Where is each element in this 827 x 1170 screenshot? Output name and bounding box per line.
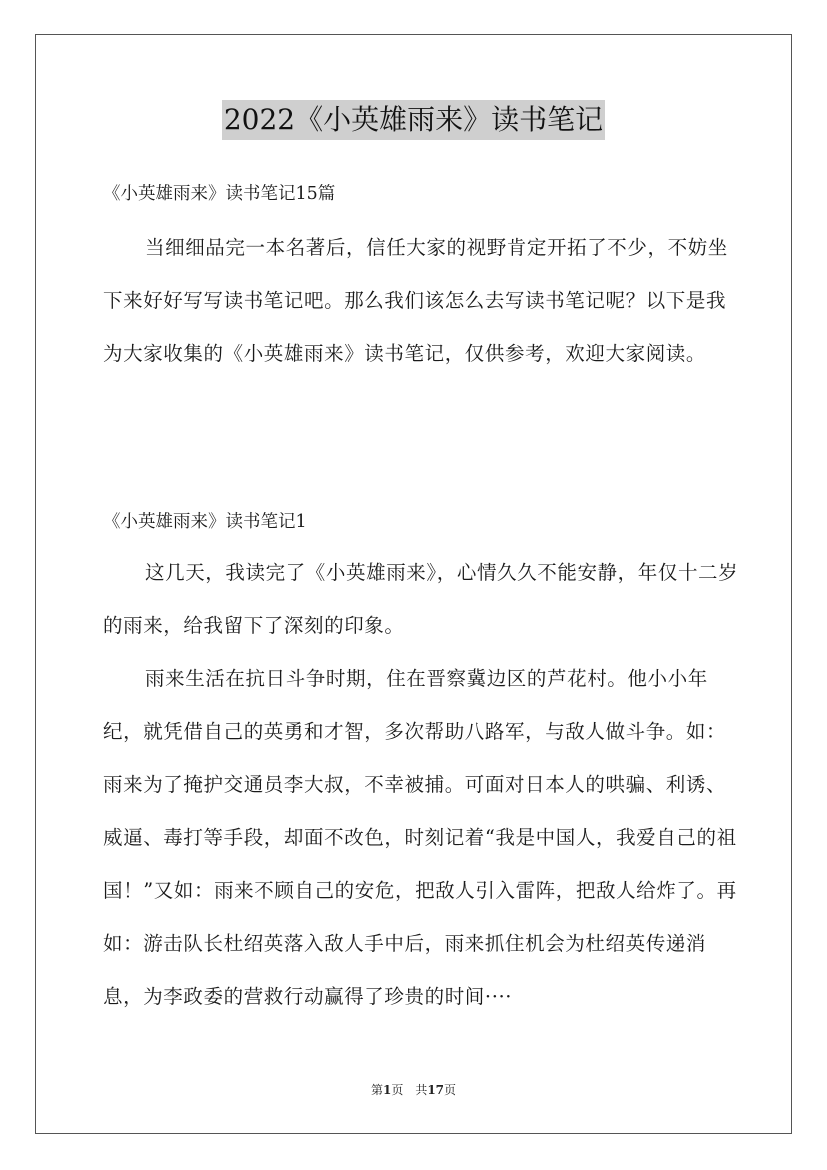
document-title: 2022《小英雄雨来》读书笔记 [222, 100, 605, 140]
footer-page-total: 17 [427, 1083, 445, 1097]
footer-mid: 页 共 [391, 1083, 428, 1097]
footer-prefix: 第 [370, 1083, 383, 1097]
document-subtitle: 《小英雄雨来》读书笔记15篇 [103, 184, 336, 204]
footer-suffix: 页 [444, 1083, 457, 1097]
section-paragraph-2: 雨来生活在抗日斗争时期，住在晋察冀边区的芦花村。他小小年纪，就凭借自己的英勇和才智，多次帮助八路军，与敌人做斗争。如：雨来为了掩护交通员李大叔，不幸被捕。可面对日本人的哄骗、利诱、威逼、毒打等手段，却面不改色，时刻记着“我是中国人，我爱自己的祖国！”又如：雨来不顾自己的安危，把敌人引入雷阵，把敌人给炸了。再如：游击队长杜绍英落入敌人手中后，雨来抓住机会为杜绍英传递消息，为李政委的营救行动赢得了珍贵的时间···· [103, 667, 737, 1008]
page-footer [0, 1082, 827, 1098]
section-paragraph-1: 这几天，我读完了《小英雄雨来》，心情久久不能安静，年仅十二岁的雨来，给我留下了深刻的印象。 [103, 561, 739, 637]
footer-page-number: 1 [382, 1083, 392, 1097]
title-container [0, 100, 827, 140]
intro-paragraph: 当细细品完一本名著后，信任大家的视野肯定开拓了不少，不妨坐下来好好写写读书笔记吧。那么我们该怎么去写读书笔记呢？以下是我为大家收集的《小英雄雨来》读书笔记，仅供参考，欢迎大家阅读。 [103, 236, 728, 365]
section-heading: 《小英雄雨来》读书笔记1 [103, 512, 307, 532]
